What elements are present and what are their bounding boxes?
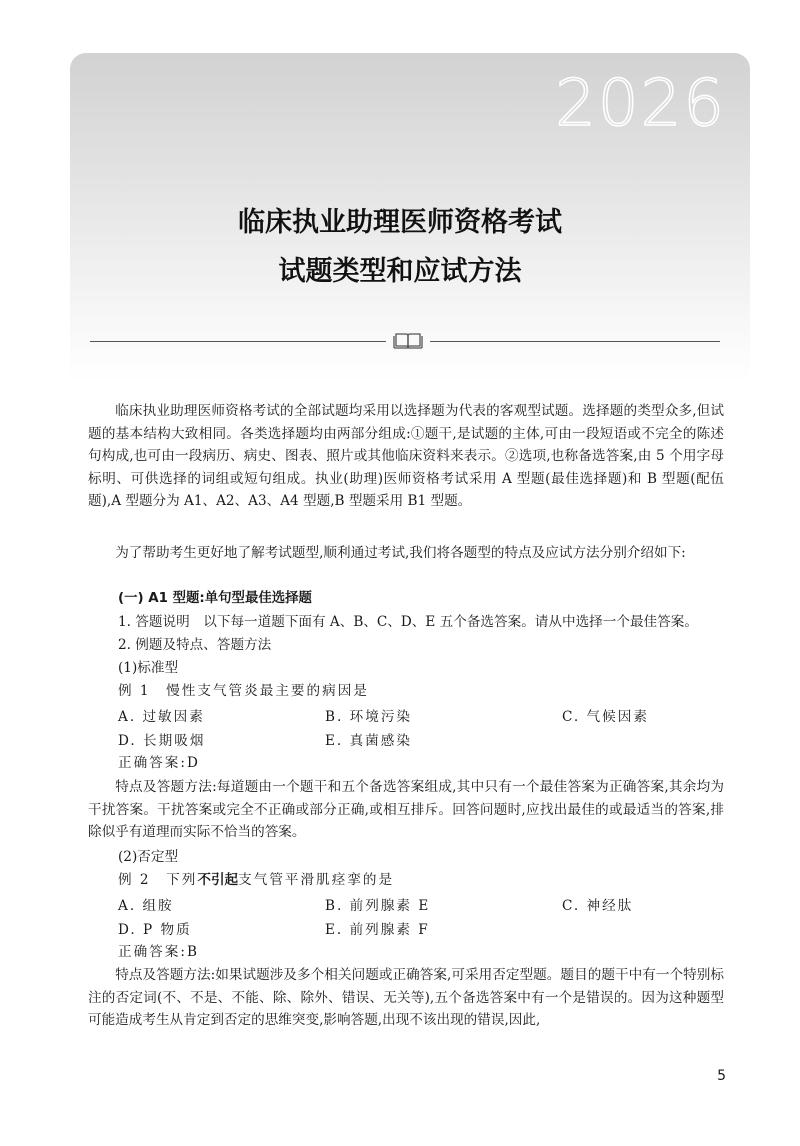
option-e: E. 前列腺素 F	[325, 922, 430, 938]
open-book-icon	[393, 331, 423, 351]
type-label-standard: (1)标准型	[118, 660, 179, 676]
year-label: 2026	[555, 67, 726, 141]
intro-paragraph-1: 临床执业助理医师资格考试的全部试题均采用以选择题为代表的客观型试题。选择题的类型众多,但试题的基本结构大致相同。各类选择题均由两部分组成:①题干,是试题的主体,可由一段短语或不完全的陈述句构成,也可由一段病历、病史、图表、照片或其他临床资料来表示。②选项,也称备选答案,由 5 个用字母标明、可供选择的词组或短句组成。执业(助理)医师资格考试采用 A 型题(最佳选择题)和 B 型题(配伍题),A 型题分为 A1、A2、A3、A4 型题,B 型题采用 B1 型题。	[88, 403, 724, 509]
divider-left	[90, 341, 386, 342]
page-subtitle: 试题类型和应试方法	[278, 256, 522, 287]
option-a: A. 组胺	[118, 898, 174, 914]
example-question-2	[118, 869, 724, 892]
correct-answer-2: 正确答案:B	[118, 944, 199, 960]
option-c: C. 神经肽	[562, 898, 634, 914]
question-2-bold: 不引起	[197, 872, 239, 888]
question-2-suffix: 支气管平滑肌痉挛的是	[238, 872, 395, 888]
type-label-negative: (2)否定型	[118, 849, 179, 865]
option-b: B. 前列腺素 E	[325, 898, 431, 914]
option-b: B. 环境污染	[325, 709, 413, 725]
divider-right	[430, 341, 720, 342]
option-d: D. 长期吸烟	[118, 733, 206, 749]
answer-instruction: 1. 答题说明 以下每一道题下面有 A、B、C、D、E 五个备选答案。请从中选择一个最佳答案。	[118, 614, 698, 630]
option-d: D. P 物质	[118, 922, 192, 938]
question-2-prefix: 例 2 下列	[118, 872, 198, 888]
explanation-1: 特点及答题方法:每道题由一个题干和五个备选答案组成,其中只有一个最佳答案为正确答案,其余均为干扰答案。干扰答案或完全不正确或部分正确,或相互排斥。回答问题时,应找出最佳的或最适当的答案,排除似乎有道理而实际不恰当的答案。	[88, 779, 724, 840]
explanation-2: 特点及答题方法:如果试题涉及多个相关问题或正确答案,可采用否定型题。题目的题干中有一个特别标注的否定词(不、不是、不能、除、除外、错误、无关等),五个备选答案中有一个是错误的。因为这种题型可能造成考生从肯定到否定的思维突变,影响答题,出现不该出现的错误,因此,	[88, 967, 724, 1028]
correct-answer-1: 正确答案:D	[118, 755, 200, 771]
intro-paragraph-2: 为了帮助考生更好地了解考试题型,顺利通过考试,我们将各题型的特点及应试方法分别介绍如下:	[115, 545, 686, 561]
example-question-1: 例 1 慢性支气管炎最主要的病因是	[118, 683, 369, 699]
example-method-title: 2. 例题及特点、答题方法	[118, 637, 272, 653]
page-number: 5	[717, 1068, 726, 1084]
option-e: E. 真菌感染	[325, 733, 412, 749]
option-a: A. 过敏因素	[118, 709, 205, 725]
section-heading-a1: (一) A1 型题:单句型最佳选择题	[118, 591, 312, 606]
page-title: 临床执业助理医师资格考试	[238, 207, 562, 238]
option-c: C. 气候因素	[562, 709, 649, 725]
